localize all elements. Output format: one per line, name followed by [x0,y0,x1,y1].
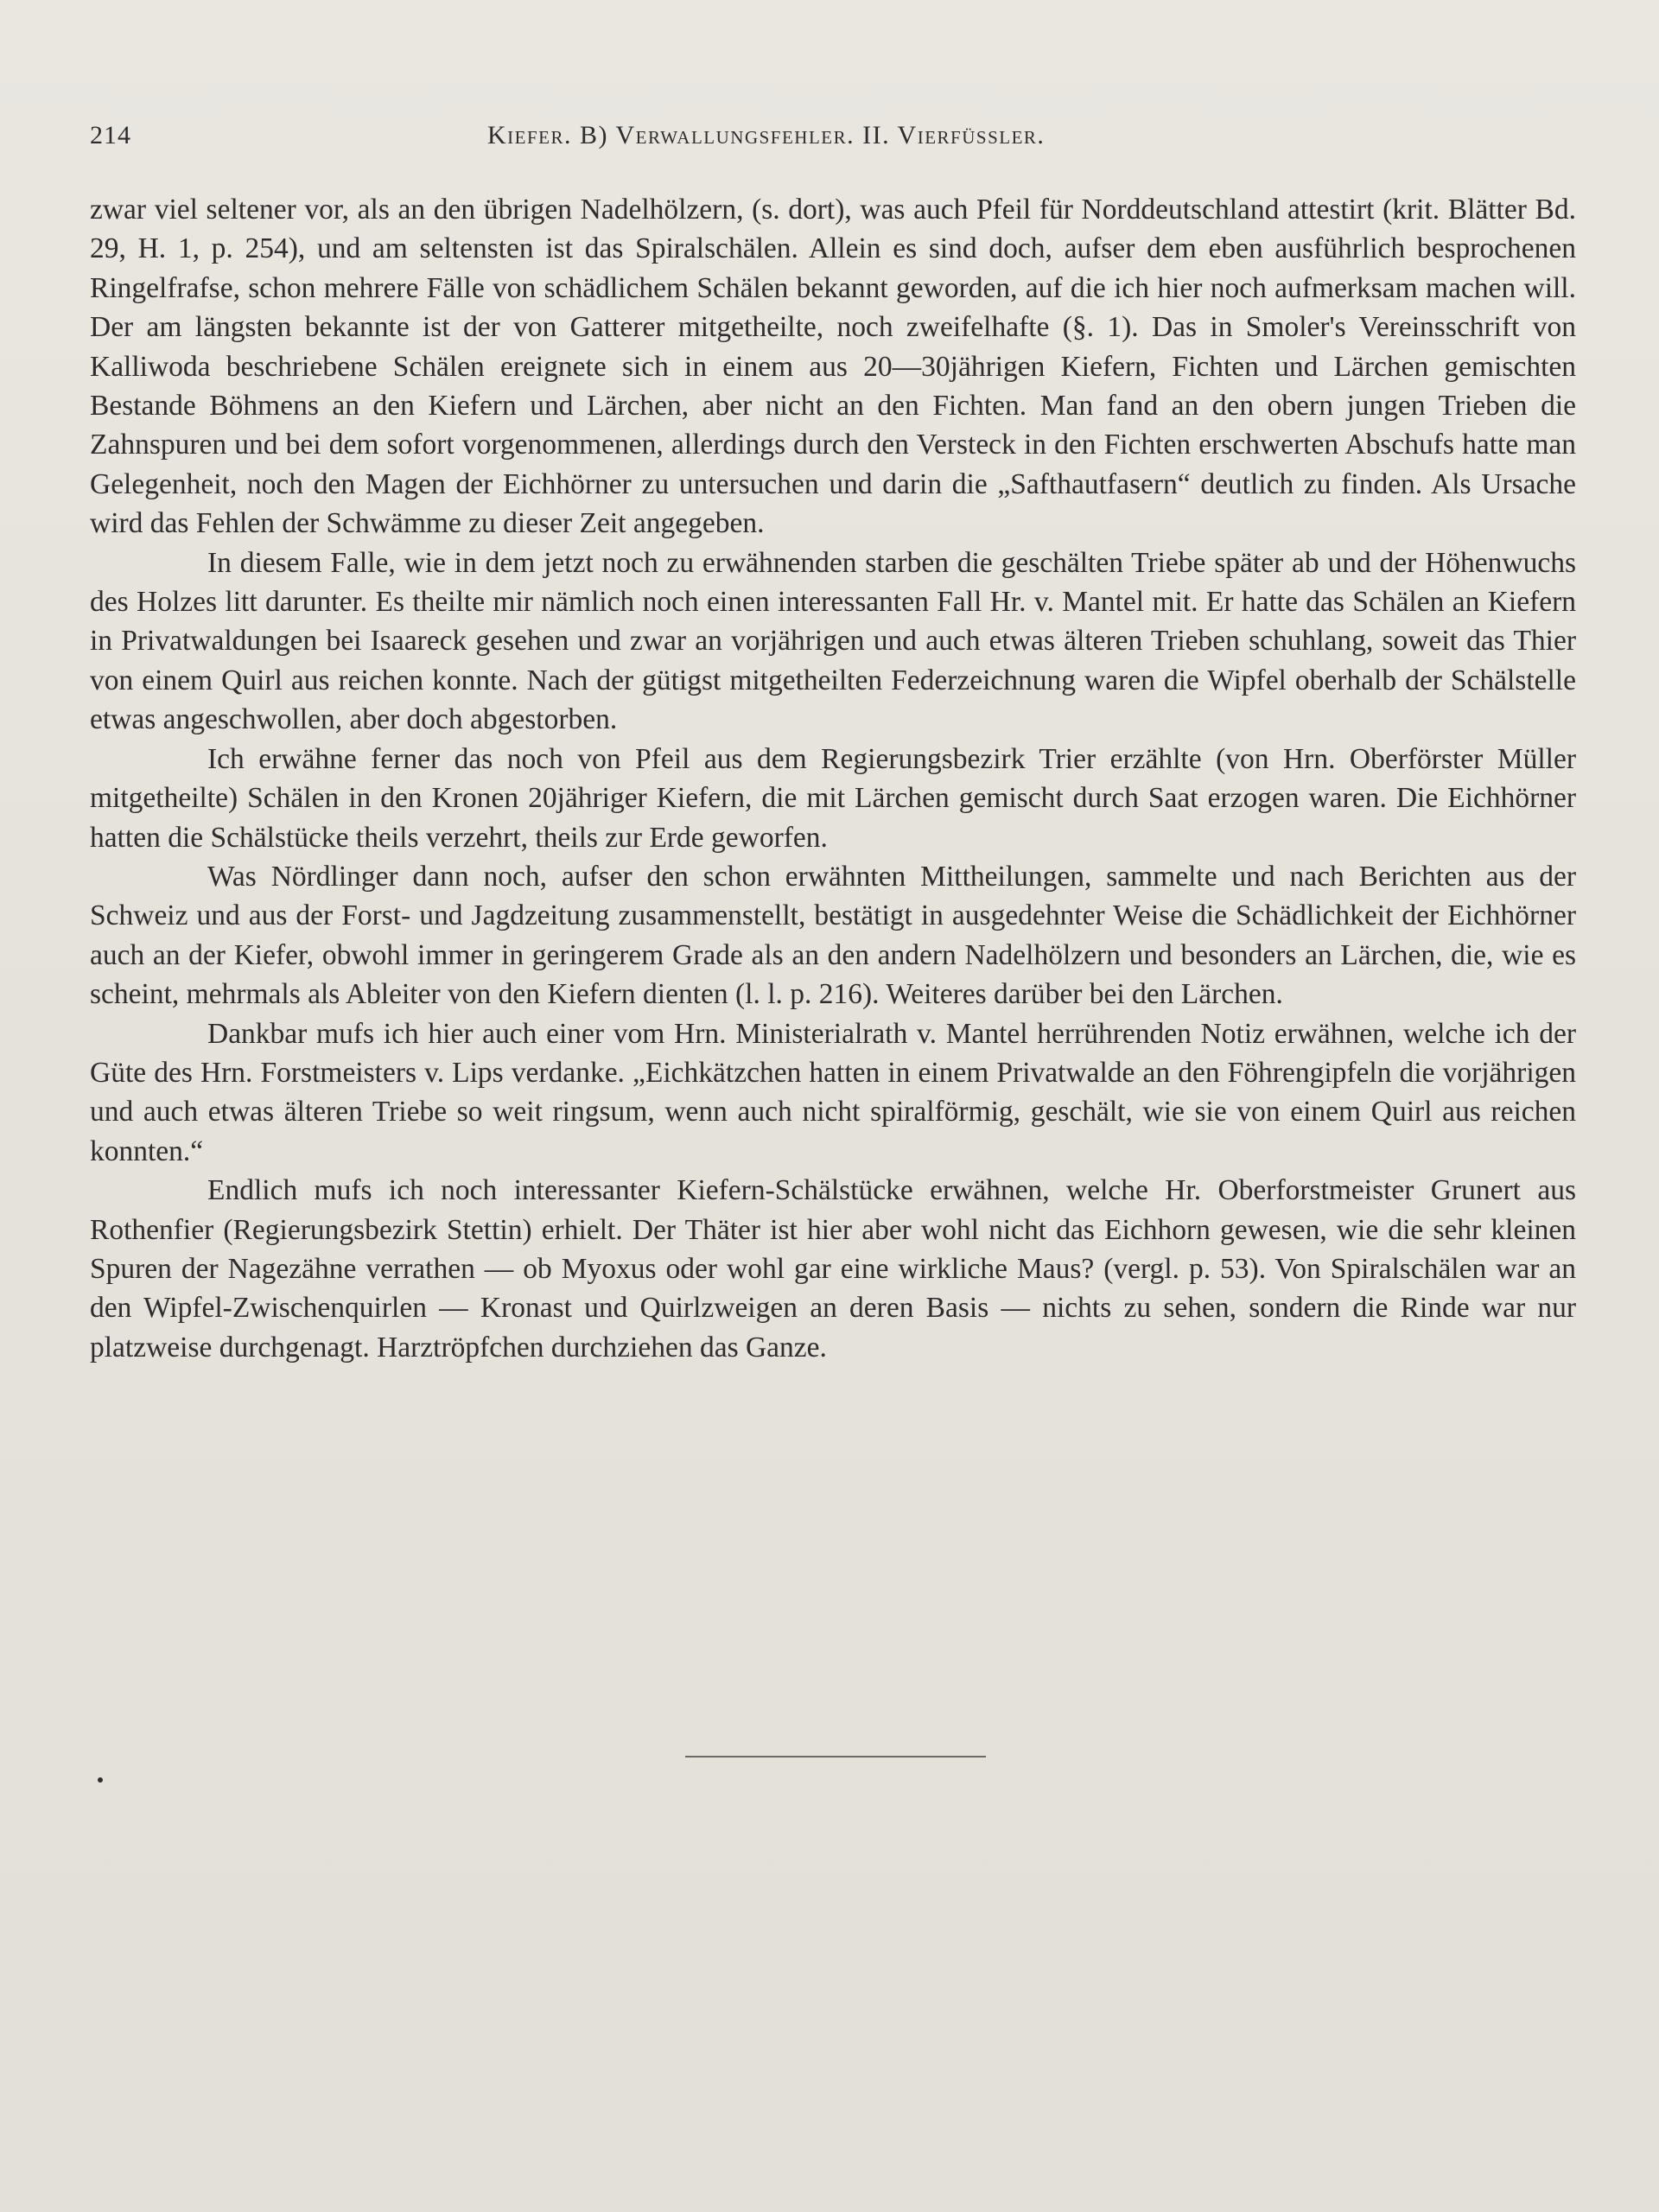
section-end-rule [685,1756,986,1758]
paragraph-6: Endlich mufs ich noch interessanter Kiefern-Schälstücke erwähnen, welche Hr. Oberforstmeister Grunert aus Rothenfier (Regierungsbezirk Stettin) erhielt. Der Thäter ist hier aber wohl nicht das Eichhorn gewesen, wie die sehr kleinen Spuren der Nagezähne verrathen — ob Myoxus oder wohl gar eine wirkliche Maus? (vergl. p. 53). Von Spiralschälen war an den Wipfel-Zwischenquirlen — Kronast und Quirlzweigen an deren Basis — nichts zu sehen, sondern die Rinde war nur platzweise durchgenagt. Harztröpfchen durchziehen das Ganze. [90,1174,1576,1363]
body-text [90,190,1576,1367]
paragraph-2: In diesem Falle, wie in dem jetzt noch zu erwähnenden starben die geschälten Triebe später ab und der Höhenwuchs des Holzes litt darunter. Es theilte mir nämlich noch einen interessanten Fall Hr. v. Mantel mit. Er hatte das Schälen an Kiefern in Privatwaldungen bei Isaareck gesehen und zwar an vorjährigen und auch etwas älteren Trieben schuhlang, soweit das Thier von einem Quirl aus reichen konnte. Nach der gütigst mitgetheilten Federzeichnung waren die Wipfel oberhalb der Schälstelle etwas angeschwollen, aber doch abgestorben. [90,546,1576,736]
paragraph-3: Ich erwähne ferner das noch von Pfeil aus dem Regierungsbezirk Trier erzählte (von Hrn. Oberförster Müller mitgetheilte) Schälen in den Kronen 20jähriger Kiefern, die mit Lärchen gemischt durch Saat erzogen waren. Die Eichhörner hatten die Schälstücke theils verzehrt, theils zur Erde geworfen. [90,742,1576,854]
paper-speck [98,1777,103,1783]
running-head: Kiefer. B) Verwallungsfehler. II. Vierfüssler. [487,121,1046,149]
page-number: 214 [90,121,131,149]
page-header [90,121,1576,156]
paragraph-5: Dankbar mufs ich hier auch einer vom Hrn. Ministerialrath v. Mantel herrührenden Notiz erwähnen, welche ich der Güte des Hrn. Forstmeisters v. Lips verdanke. „Eichkätzchen hatten in einem Privatwalde an den Föhrengipfeln die vorjährigen und auch etwas älteren Triebe so weit ringsum, wenn auch nicht spiralförmig, geschält, wie sie von einem Quirl aus reichen konnten.“ [90,1017,1576,1167]
paragraph-1: zwar viel seltener vor, als an den übrigen Nadelhölzern, (s. dort), was auch Pfeil für Norddeutschland attestirt (krit. Blätter Bd. 29, H. 1, p. 254), und am seltensten ist das Spiralschälen. Allein es sind doch, aufser dem eben ausführlich besprochenen Ringelfrafse, schon mehrere Fälle von schädlichem Schälen bekannt geworden, auf die ich hier noch aufmerksam machen will. Der am längsten bekannte ist der von Gatterer mitgetheilte, noch zweifelhafte (§. 1). Das in Smoler's Vereinsschrift von Kalliwoda beschriebene Schälen ereignete sich in einem aus 20—30jährigen Kiefern, Fichten und Lärchen gemischten Bestande Böhmens an den Kiefern und Lärchen, aber nicht an den Fichten. Man fand an den obern jungen Trieben die Zahnspuren und bei dem sofort vorgenommenen, allerdings durch den Versteck in den Fichten erschwerten Abschufs hatte man Gelegenheit, noch den Magen der Eichhörner zu untersuchen und darin die „Safthautfasern“ deutlich zu finden. Als Ursache wird das Fehlen der Schwämme zu dieser Zeit angegeben. [90,194,1576,540]
paragraph-4: Was Nördlinger dann noch, aufser den schon erwähnten Mittheilungen, sammelte und nach Berichten aus der Schweiz und aus der Forst- und Jagdzeitung zusammenstellt, bestätigt in ausgedehnter Weise die Schädlichkeit der Eichhörner auch an der Kiefer, obwohl immer in geringerem Grade als an den andern Nadelhölzern und besonders an Lärchen, die, wie es scheint, mehrmals als Ableiter von den Kiefern dienten (l. l. p. 216). Weiteres darüber bei den Lärchen. [90,860,1576,1011]
